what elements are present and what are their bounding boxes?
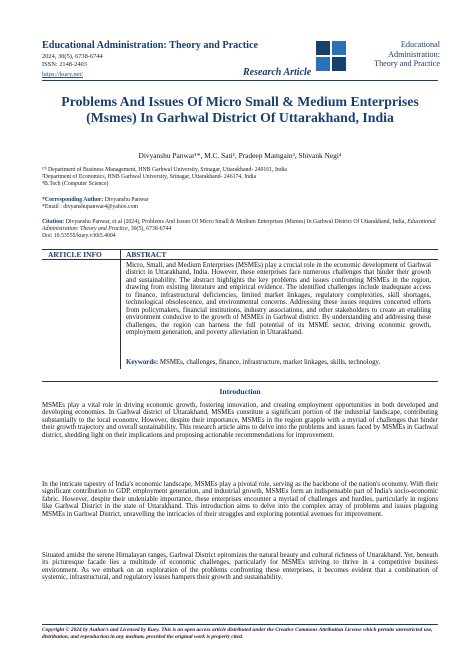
- citation-text: Divyanshu Panwar, et al (2024), Problems And Issues Of Micro Small & Medium Enterprises (Msmes) In Garhwal District Of Uttarakhand, India,: [65, 219, 406, 225]
- keywords-text: MSMEs, challenges, finance, infrastructure, market linkages, skills, technology.: [159, 359, 381, 366]
- corresponding-author: [42, 197, 149, 204]
- table-column-divider: [120, 249, 121, 369]
- corresponding-name: Divyanshu Panwar: [104, 197, 149, 203]
- issn: ISSN: 2148-2403: [42, 61, 87, 68]
- article-info-header: ARTICLE INFO: [48, 250, 102, 259]
- journal-logo-text: [352, 40, 440, 69]
- intro-paragraph-2: In the intricate tapestry of India's economic landscape, MSMEs play a pivotal role, serving as the backbone of the nation's economy. With their significant contribution to GDP, employment generation, and industrial growth, MSMEs form an indispensable part of India's socio-economic fabric. However, despite their undeniable importance, these enterprises encounter a myriad of challenges and hurdles, particularly in regions like Garhwal District in the state of Uttarakhand. This introduction aims to delve into the complex array of problems and issues plaguing MSMEs in Garhwal District, unravelling the intricacies of their struggles and exploring potential avenues for improvement.: [42, 481, 438, 518]
- logo-line-3: Theory and Practice: [374, 59, 440, 69]
- introduction-heading: Introduction: [219, 387, 261, 396]
- journal-title: Educational Administration: Theory and Practice: [42, 40, 259, 51]
- citation-block: [42, 219, 438, 240]
- paper-title: Problems And Issues Of Micro Small & Medium Enterprises (Msmes) In Garhwal District Of Uttarakhand, India: [61, 94, 419, 125]
- header-divider: [42, 80, 438, 81]
- table-bottom-divider: [42, 381, 438, 382]
- keywords: [126, 359, 431, 366]
- journal-link[interactable]: https://kuey.net/: [42, 71, 83, 78]
- citation-journal: Educational Administration: Theory and Practice: [42, 219, 436, 232]
- affiliation-3: ⁴B.Tech (Computer Science): [42, 181, 109, 187]
- logo-line-2: Administration:: [388, 49, 440, 59]
- author-list: Divyanshu Panwar¹*, M.C. Sati², Pradeep Mamgain³, Shivank Negi⁴: [138, 151, 342, 160]
- intro-paragraph-1: MSMEs play a vital role in driving economic growth, fostering innovation, and creating employment opportunities in both developed and developing economies. In Garhwal district of Uttarakhand, MSMEs constitute a significant portion of the industrial landscape, contributing substantially to the local economy. However, despite their importance, MSMEs in the region grapple with a myriad of challenges that hinder their growth trajectory and overall sustainability. This research article aims to delve into the problems and issues faced by MSMEs in Garhwal district, shedding light on their implications and proposing actionable recommendations for improvement.: [42, 402, 438, 439]
- citation-volume: , 30(5), 6738-6744: [127, 226, 172, 232]
- keywords-label: Keywords:: [126, 359, 159, 366]
- corresponding-email[interactable]: *Email : divyanshupanwar4@yahoo.com: [42, 204, 138, 210]
- citation-label: Citation:: [42, 219, 65, 225]
- abstract-text: Micro, Small, and Medium Enterprises (MSMEs) play a crucial role in the economic development of Garhwal district in Uttarakhand, India. However, these enterprises face numerous challenges that hinder their growth and sustainability. The abstract highlights the key problems and issues confronting MSMEs in the region, drawing from existing literature and empirical evidence. The identified challenges include inadequate access to finance, infrastructural deficiencies, limited market linkages, regulatory complexities, skill shortages, technological obsolescence, and environmental concerns. Addressing these issues requires concerted efforts from policymakers, financial institutions, industry associations, and other stakeholders to create an enabling environment conducive to the growth of MSMEs in Garhwal district. By understanding and addressing these challenges, the region can harness the full potential of its MSME sector, driving economic growth, employment generation, and poverty alleviation in Uttarakhand.: [126, 262, 431, 337]
- logo-line-1: Educational: [400, 40, 440, 49]
- intro-paragraph-3: Situated amidst the serene Himalayan ranges, Garhwal District epitomizes the natural beauty and cultural richness of Uttarakhand. Yet, beneath its picturesque facade lies a multitude of economic challenges, particularly for MSMEs striving to thrive in a competitive business environment. As we embark on an exploration of the problems confronting these enterprises, it becomes evident that a combination of systemic, infrastructural, and regulatory issues hampers their growth and sustainability.: [42, 552, 438, 582]
- affiliation-1: ¹'³ Department of Business Management, HNB Garhwal University, Srinagar, Uttarakhand- 249161, India: [42, 167, 287, 173]
- journal-logo-icon: [316, 41, 348, 75]
- citation-doi[interactable]: Doi: 10.53555/kuey.v30i5.4004: [42, 233, 116, 239]
- volume-info: 2024, 30(5), 6738-6744: [42, 53, 103, 60]
- article-type-label: Research Article: [243, 67, 312, 78]
- affiliation-2: ²Department of Economics, HNB Garhwal University, Srinagar, Uttarakhand- 246174, India: [42, 174, 257, 180]
- copyright-footer: Copyright © 2024 by Author/s and Licensed by Kuey. This is an open access article distributed under the Creative Commons Attribution License which permits unrestricted use, distribution, and reproduction in any medium, provided the original work is properly cited.: [42, 627, 433, 640]
- corresponding-label: *Corresponding Author:: [42, 197, 104, 203]
- footer-divider: [42, 624, 438, 625]
- abstract-header: ABSTRACT: [126, 250, 167, 259]
